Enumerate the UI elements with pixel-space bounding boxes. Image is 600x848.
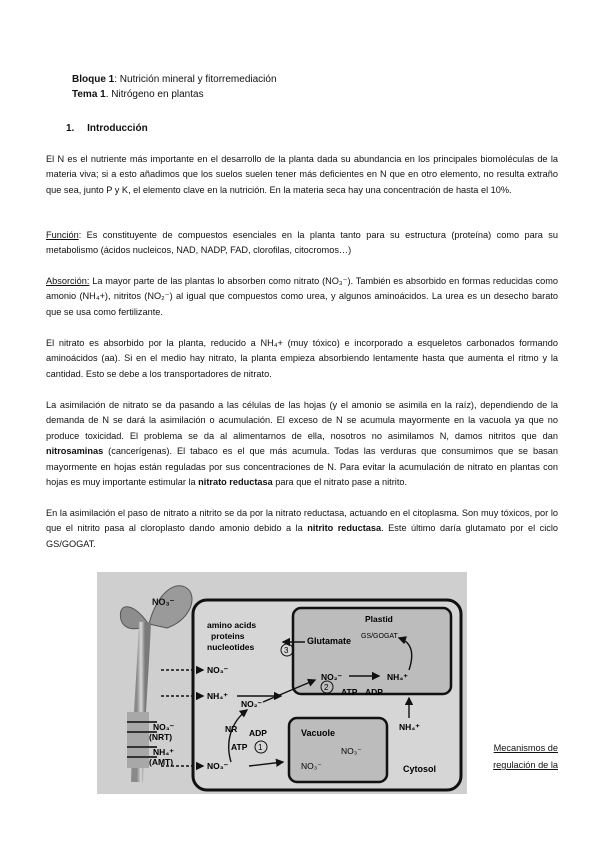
- amino-acids-label: amino acids: [207, 620, 257, 630]
- figure-caption: [478, 740, 558, 774]
- nitrosaminas-term: nitrosaminas: [46, 446, 104, 457]
- assimilation-text-a: La asimilación de nitrato se da pasando a las células de las hojas (y el amonio se asimila en la raíz), dependiendo de la demanda de N se dará la asimilación o acumulación. El exceso de N se acumula mayormente en la vacuola ya que no produce toxicidad. El problema se da al alimentarnos de ella, nosotros no asimilamos N, damos nitritos que dan: [46, 400, 558, 441]
- section-number: 1.: [66, 123, 75, 134]
- leaf-nitrate-label: NO₃⁻: [152, 597, 175, 607]
- gs-gogat-label: GS/GOGAT: [361, 633, 398, 640]
- root-ammonium-label: NH₄⁺: [153, 747, 174, 757]
- vacuole-nitrate-label-2: NO₃⁻: [301, 761, 322, 771]
- nitrato-reductasa-term: nitrato reductasa: [198, 477, 273, 488]
- plastid-atp-label: ATP: [341, 687, 358, 697]
- assimilation-text-c: para que el nitrato pase a nitrito.: [272, 477, 408, 488]
- paragraph-function: [46, 228, 558, 259]
- block-label: Bloque 1: [72, 74, 115, 85]
- paragraph-nitrite: [46, 506, 558, 552]
- proteins-label: proteins: [211, 631, 245, 641]
- cytosol-atp-label: ATP: [231, 742, 248, 752]
- plastid-nitrite-label: NO₂⁻: [321, 672, 343, 682]
- incoming-nitrate-label: NO₃⁻: [207, 761, 229, 771]
- topic-title: . Nitrógeno en plantas: [105, 89, 204, 100]
- glutamate-label: Glutamate: [307, 636, 352, 646]
- absorption-label: Absorción:: [46, 276, 90, 286]
- cytosol-right-ammonium-label: NH₄⁺: [399, 722, 420, 732]
- cytosol-label: Cytosol: [403, 764, 437, 774]
- root-nitrate-label: NO₃⁻: [153, 722, 175, 732]
- topic-heading: [72, 89, 204, 100]
- nitrogen-assimilation-figure: [97, 572, 467, 794]
- paragraph-assimilation: [46, 398, 558, 490]
- step-2-number: 2: [324, 683, 329, 692]
- section-title: Introducción: [87, 123, 148, 134]
- paragraph-intro: El N es el nutriente más importante en el desarrollo de la planta dada su abundancia en los principales biomoléculas de la materia viva; si a esto añadimos que los suelos suelen tener más deficientes en N que en otro elemento, no resulta extraño que sea, junto P y K, el elemento clave en la nutrición. En la materia seca hay una concentración de hasta el 10%.: [46, 154, 558, 195]
- function-text: : Es constituyente de compuestos esenciales en la planta tanto para su estructura (proteína) como para su metabolismo (ácidos nucleicos, NAD, NADP, FAD, clorofilas, citocromos…): [46, 230, 558, 256]
- step-1-number: 1: [258, 743, 263, 752]
- caption-line-1: Mecanismos de: [493, 743, 558, 753]
- root-amt-label: (AMT): [149, 757, 174, 767]
- paragraph-nitrate-uptake: El nitrato es absorbido por la planta, reducido a NH₄+ (muy tóxico) e incorporado a esqueletos carbonados formando aminoácidos (aa). Si en el medio hay nitrato, la planta empieza absorbiendo lentamente hasta que aumenta el ritmo y la cantidad. Esto se debe a los transportadores de nitrato.: [46, 338, 558, 379]
- root-nrt-label: (NRT): [149, 732, 173, 742]
- vacuole-nitrate-label-1: NO₃⁻: [341, 746, 362, 756]
- cytosol-nitrite-label: NO₂⁻: [241, 699, 263, 709]
- nitrite-text-a: En la asimilación el paso de nitrato a nitrito se da por la nitrato reductasa, actuando en el citoplasma. Son muy tóxicos, por lo que el nitrito pasa al cloroplasto dando amonio debido a la: [46, 508, 558, 534]
- block-title: : Nutrición mineral y fitorremediación: [114, 74, 277, 85]
- nucleotides-label: nucleotides: [207, 642, 255, 652]
- vacuole-label: Vacuole: [301, 728, 336, 738]
- plastid-label: Plastid: [365, 614, 393, 624]
- paragraph-absorption: [46, 274, 558, 320]
- function-label: Función: [46, 230, 79, 240]
- plastid-adp-label: ADP: [365, 687, 383, 697]
- assimilation-text-b: (cancerígenas). El tabaco es el que más acumula. Todas las verduras que consumimos que se basan mayormente en hojas están reguladas por sus concentraciones de N. Para evitar la acumulación de nitrato en plantas con hojas es muy importante estimular la: [46, 446, 558, 488]
- step-3-number: 3: [284, 646, 289, 655]
- cytosol-ammonium-label: NH₄⁺: [207, 691, 228, 701]
- section-heading: [66, 123, 148, 134]
- cytosol-nitrate-label: NO₃⁻: [207, 665, 229, 675]
- caption-line-2: regulación de la: [493, 760, 558, 770]
- topic-label: Tema 1: [72, 89, 106, 100]
- plastid-ammonium-label: NH₄⁺: [387, 672, 408, 682]
- absorption-text: La mayor parte de las plantas lo absorben como nitrato (NO₃⁻). También es absorbido en formas reducidas como amonio (NH₄+), nitritos (NO₂⁻) al igual que compuestos como urea, y algunos aminoácidos. La urea es un desecho barato que se usa como fertilizante.: [46, 276, 558, 317]
- cytosol-adp-label: ADP: [249, 728, 267, 738]
- block-heading: [72, 74, 277, 85]
- nitrito-reductasa-term: nitrito reductasa: [307, 523, 382, 534]
- nitrate-reductase-label: NR: [225, 724, 238, 734]
- nitrite-text-b: . Este último daría glutamato por el ciclo GS/GOGAT.: [46, 523, 559, 549]
